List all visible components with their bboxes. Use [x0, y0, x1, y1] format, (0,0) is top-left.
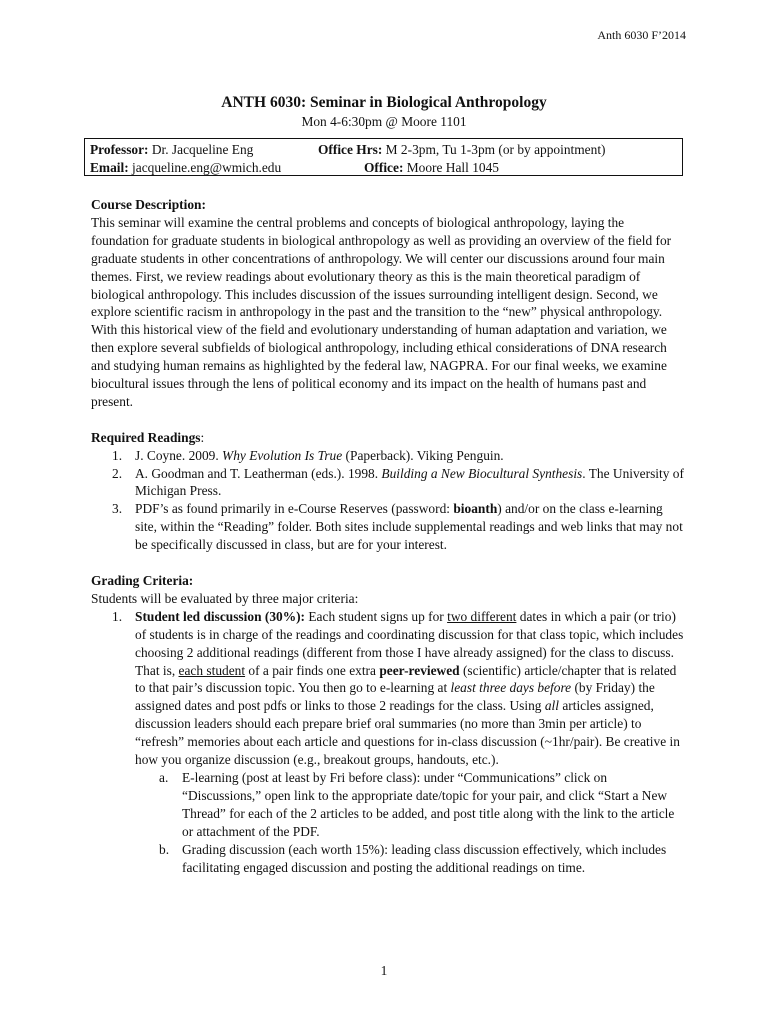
grading-item-label: Student led discussion (30%):: [135, 608, 306, 624]
grading-text: Each student signs up for: [305, 608, 448, 624]
reading-number: 2.: [112, 465, 123, 481]
reading-item: [91, 465, 685, 501]
professor-value: Dr. Jacqueline Eng: [148, 142, 254, 157]
reading-item: [91, 500, 685, 554]
grading-sublist: [135, 769, 685, 876]
grading-subitem: [135, 769, 685, 841]
running-header: Anth 6030 F’2014: [597, 28, 686, 42]
course-title: ANTH 6030: Seminar in Biological Anthropology: [221, 94, 547, 111]
grading-emphasis: two different: [447, 608, 517, 624]
grading-list: [91, 608, 685, 877]
grading-emphasis: peer-reviewed: [379, 662, 460, 678]
readings-heading-line: [91, 429, 685, 447]
title-block: [0, 93, 768, 130]
readings-heading-colon: :: [200, 429, 205, 445]
reading-item: [91, 447, 685, 465]
grading-subitem: [135, 841, 685, 877]
office-info: [364, 159, 499, 177]
grading-number: 1.: [112, 608, 123, 624]
professor-info: [90, 141, 253, 159]
email-value: jacqueline.eng@wmich.edu: [128, 159, 282, 175]
grading-emphasis: least three days before: [450, 680, 572, 696]
grading-text: (scientific) article/chapter that is related to that pair’s discussion topic. You then go to e-learning at: [135, 662, 677, 696]
instructor-info-box: [84, 138, 683, 176]
reading-title: Building a New Biocultural Synthesis: [381, 465, 583, 481]
email-info: [90, 159, 281, 177]
readings-list: [91, 447, 685, 554]
reading-text: . The University of Michigan Press.: [135, 465, 684, 499]
description-heading: Course Description:: [91, 197, 206, 212]
info-row-2: [90, 159, 682, 177]
reading-title: Why Evolution Is True: [222, 447, 343, 463]
grading-text: (by Friday) the assigned dates and post pdfs or links to those 2 readings for the class. Using: [135, 680, 655, 714]
office-label: Office:: [364, 159, 404, 175]
reading-text: ) and/or on the class e-learning site, within the “Reading” folder. Both sites include supplemental readings and web links that may not be specifically discussed in class, but are for your interest.: [135, 501, 683, 553]
course-schedule: Mon 4-6:30pm @ Moore 1101: [301, 114, 467, 129]
syllabus-content: [91, 196, 685, 876]
professor-label: Professor:: [90, 142, 149, 157]
email-label: Email:: [90, 159, 129, 175]
description-body: This seminar will examine the central problems and concepts of biological anthropology, laying the foundation for graduate students in biological anthropology as well as providing an overview of the field for graduate students in other concentrations of anthropology. We will center our discussions around four main themes. First, we review readings about evolutionary theory as this is the main theoretical paradigm of biological anthropology. This includes discussion of the issues surrounding intelligent design. Second, we explore scientific racism in anthropology in the past and the transition to the “new” physical anthropology. With this historical view of the field and evolutionary understanding of human adaptation and variation, we then explore several subfields of biological anthropology, including ethical considerations of DNA research and studying human remains as highlighted by the federal law, NAGPRA. For our final weeks, we examine biocultural issues through the lens of political economy and its impact on the health of humans past and present.: [91, 214, 672, 409]
grading-subitem-letter: b.: [159, 841, 170, 857]
office-value: Moore Hall 1045: [403, 159, 499, 175]
grading-item: [91, 608, 685, 877]
reading-text: (Paperback). Viking Penguin.: [342, 447, 504, 463]
reading-number: 3.: [112, 501, 123, 517]
grading-intro: Students will be evaluated by three major criteria:: [91, 590, 359, 606]
grading-emphasis: each student: [178, 662, 246, 678]
reading-number: 1.: [112, 447, 123, 463]
grading-text: articles assigned, discussion leaders should each prepare brief oral summaries (no more than 3min per article) to “refresh” memories about each article and questions for in-class discussion (~1hr/pair). Be creative in how you organize discussion (e.g., breakout groups, handouts, etc.).: [135, 698, 680, 768]
info-row-1: [90, 141, 682, 159]
grading-text: dates in which a pair (or trio) of students is in charge of the readings and coordinating discussion for that class topic, which includes choosing 2 additional readings (different from those I have already assigned) for the class to discuss. That is,: [135, 608, 684, 678]
grading-text: of a pair finds one extra: [245, 662, 380, 678]
grading-subitem-text: E-learning (post at least by Fri before class): under “Communications” click on “Discussions,” open link to the appropriate date/topic for your pair, and click “Start a New Thread” for each of the 2 articles to be added, and post title along with the link to the article or attachment of the PDF.: [182, 769, 675, 839]
readings-heading: Required Readings: [91, 429, 201, 445]
reading-text: J. Coyne. 2009.: [135, 447, 223, 463]
office-hours-label: Office Hrs:: [318, 142, 383, 157]
grading-emphasis: all: [544, 698, 559, 714]
grading-subitem-letter: a.: [159, 769, 169, 785]
grading-subitem-text: Grading discussion (each worth 15%): leading class discussion effectively, which includes facilitating engaged discussion and posting the additional readings on time.: [182, 841, 667, 875]
office-hours-info: [318, 141, 606, 159]
page-number: 1: [380, 963, 388, 978]
reading-text: PDF’s as found primarily in e-Course Reserves (password:: [135, 501, 454, 517]
reading-text: A. Goodman and T. Leatherman (eds.). 1998.: [135, 465, 382, 481]
grading-heading: Grading Criteria:: [91, 573, 194, 588]
reserves-password: bioanth: [453, 501, 498, 517]
office-hours-value: M 2-3pm, Tu 1-3pm (or by appointment): [382, 142, 606, 157]
